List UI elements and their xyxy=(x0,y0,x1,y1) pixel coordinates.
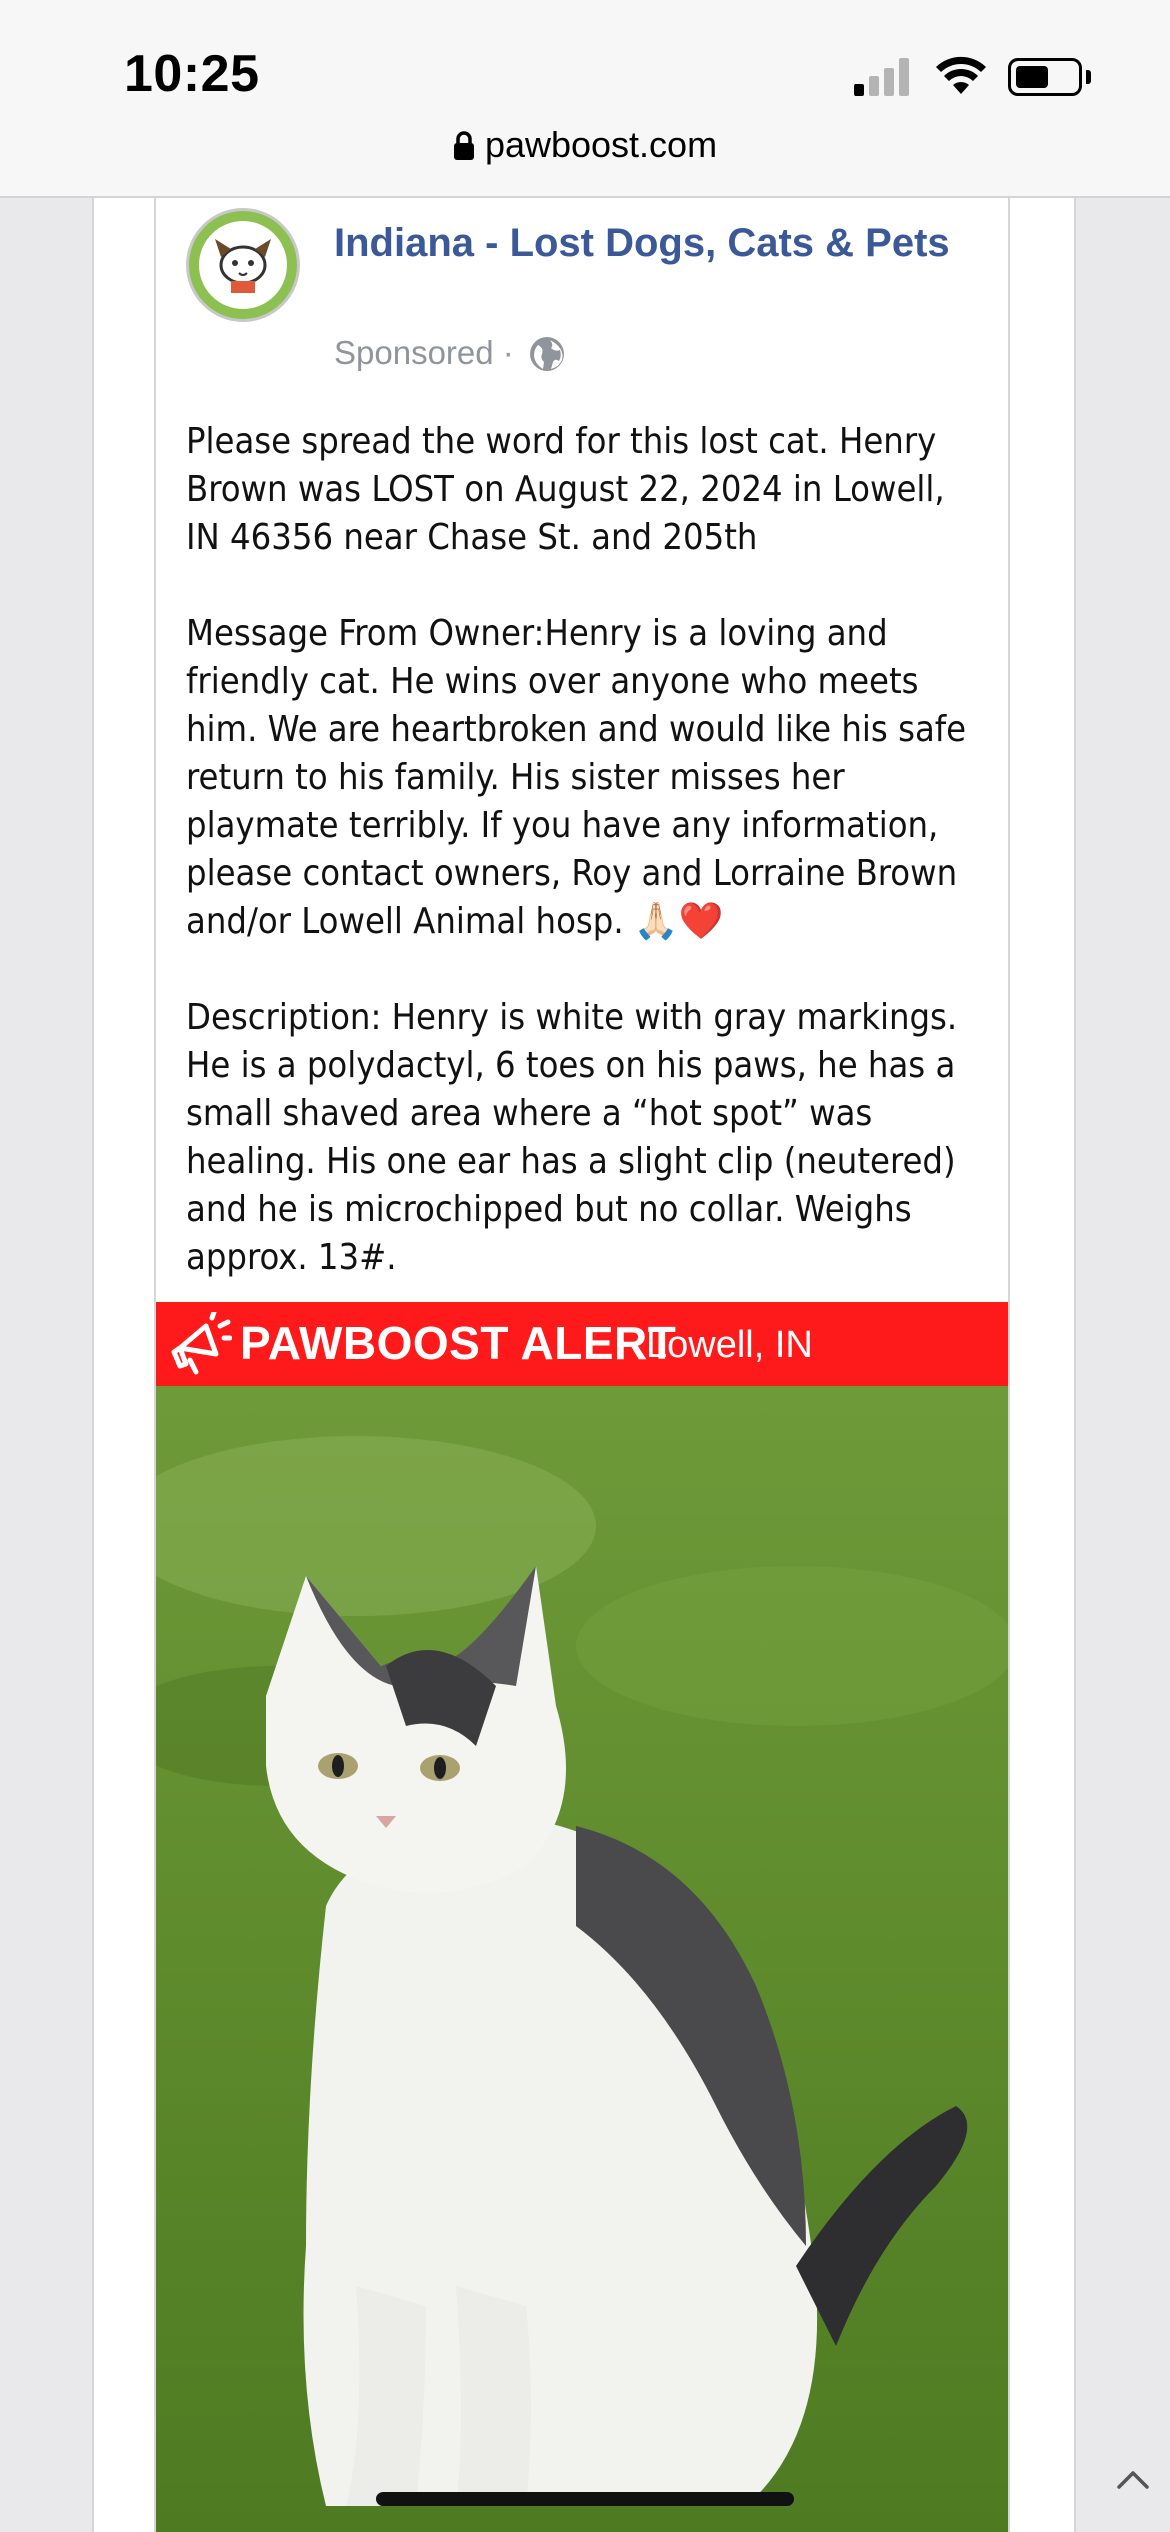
address-bar[interactable] xyxy=(0,124,1170,166)
lost-cat-photo[interactable] xyxy=(156,1386,1008,2532)
post-paragraph-message: Message From Owner:Henry is a loving and friendly cat. He wins over anyone who meets him. We are heartbroken and would like his safe return to his family. His sister misses her playmate terribly. If you have any information, please contact owners, Roy and Lorraine Brown and/or Lowell Animal hosp. 🙏🏻❤️ xyxy=(186,613,977,942)
pawboost-alert-banner[interactable] xyxy=(156,1302,1008,1386)
page-avatar[interactable] xyxy=(186,208,300,322)
post-paragraph-intro: Please spread the word for this lost cat. Henry Brown was LOST on August 22, 2024 in Lowell, IN 46356 near Chase St. and 205th xyxy=(186,421,955,558)
browser-chrome xyxy=(0,0,1170,198)
globe-icon xyxy=(529,336,565,372)
lock-icon xyxy=(453,131,475,161)
wifi-icon xyxy=(934,54,988,96)
signal-icon xyxy=(854,58,912,96)
sponsored-text: Sponsored · xyxy=(334,334,514,371)
sponsored-label xyxy=(334,334,565,372)
dog-cat-logo-icon xyxy=(211,235,275,297)
post-body xyxy=(186,418,986,1330)
chevron-up-icon[interactable] xyxy=(1116,2468,1150,2490)
megaphone-icon xyxy=(166,1312,232,1376)
home-indicator[interactable] xyxy=(376,2492,794,2506)
alert-title: PAWBOOST ALERT xyxy=(240,1317,677,1369)
url-text: pawboost.com xyxy=(484,124,718,165)
alert-location: Lowell, IN xyxy=(646,1324,813,1366)
battery-nub xyxy=(1086,70,1091,84)
page-name-link[interactable]: Indiana - Lost Dogs, Cats & Pets xyxy=(334,221,950,265)
post-paragraph-description: Description: Henry is white with gray markings. He is a polydactyl, 6 toes on his paws, he has a small shaved area where a “hot spot” was healing. His one ear has a slight clip (neutered) and he is microchipped but no collar. Weighs approx. 13#. xyxy=(186,997,968,1278)
facebook-post xyxy=(154,198,1010,2532)
battery-icon xyxy=(1008,58,1082,96)
status-time: 10:25 xyxy=(124,45,260,103)
